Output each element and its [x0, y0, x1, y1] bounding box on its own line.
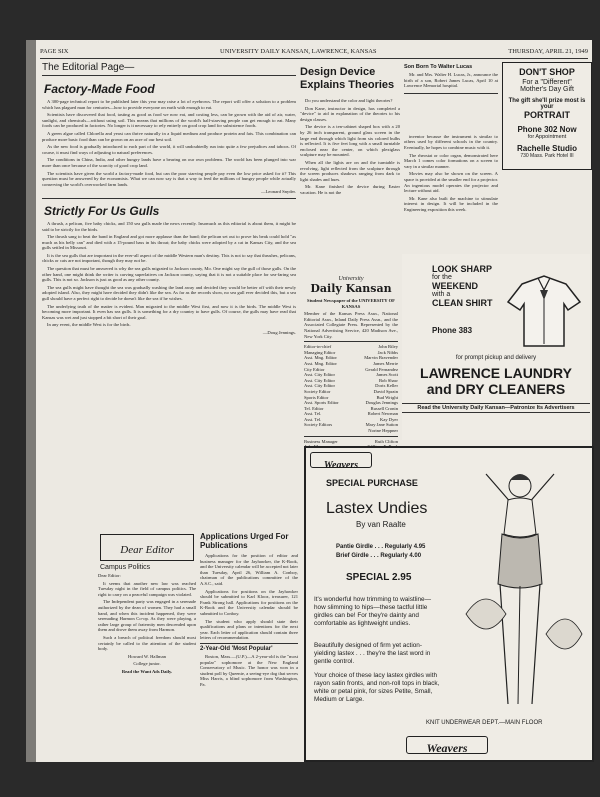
yearold-body: Boston, Mass.—(U.P.)—A 2-year-old is the "most popular" sophomore at the New England Conservatory of Music. The honor was won in a student poll by Queenie, a seeing-eye dog that serves Miss Harris, a blind sophomore from Washington, Pa. [200, 653, 298, 687]
gulls-paragraph: The sea gulls might have thought the sea was gradually washing the land away and decided they would be better off with their newly adopted island. Also, they might have decided they didn't like the sea. As far as the records show, no sea gull ever decided this, but a sea gull should have a perfect right to decide he doesn't like the sea if he wishes. [42, 284, 296, 302]
weavers-product: Lastex Undies [326, 500, 428, 517]
staff-name: Norine Heppner [368, 428, 398, 434]
weavers-ad [304, 446, 594, 762]
applications-headline: Applications Urged For Publications [200, 532, 289, 550]
laundry-line3: WEEKEND [432, 281, 479, 291]
gulls-paragraph: The thrush sang to beat the band in England and got more applause than the band; the pelican set out to prove his beak could hold "as much as his belly can" and died with a 15-pound bass in his throat; the baby chicks were adopted by a cat in Kansas City, and the sea gulls settled in Missouri. [42, 234, 296, 251]
dear-editor-paragraph: It seems that another new law was reached Tuesday night in the field of campus politics. The right to carry on a peaceful campaign was violated. [98, 580, 196, 597]
staff-list [304, 344, 398, 434]
laundry-line6: Phone 383 [432, 326, 473, 335]
staff-name: Mary Jane Sutton [365, 422, 398, 428]
studio-ad-line2: For a "Different" [522, 79, 572, 86]
laundry-footer: Read the University Daily Kansan—Patronize Its Advertisers [402, 403, 590, 413]
kansan-member: Member of the Kansas Press Assn., National Editorial Assn., Inland Daily Press Assn., and the Associated Collegiate Press. Represented by the National Advertising Service, 420 Madison Ave., New York City. [304, 311, 398, 339]
gulls-paragraph: The underlying truth of the matter is evident. Man migrated to the middle West first, and now it is the birds. The middle West is becoming more important. It even has sea gulls. It is something for a dry country to have gulls. Of course, the gulls may have read that Kansas was wet and just stopped a bit short of their goal. [42, 303, 296, 320]
model-illustration [456, 464, 586, 714]
design-device-headline [300, 66, 400, 92]
staff-name: James Scott [376, 372, 398, 378]
studio-ad-line3: Mother's Day Gift [520, 86, 574, 93]
studio-ad [502, 62, 592, 170]
gulls-paragraph: It is the sea gulls that are important in the ever-all aspect of the middle Western man's destiny. This is not to say that thrushes, pelicans, chicks or cats are not important, though they may not be. [42, 252, 296, 264]
studio-ad-line6: Phone 302 Now [517, 125, 577, 134]
design-paragraph: When all the lights are on and the turntable is revolving, light reflected from the sculpture through the screen produces shadows ranging from dark to light shades and hues. [300, 159, 400, 182]
factory-paragraph: The scientists have given the world a factory-made food, but can the poor starving people pay even the low price asked for it? This question must be answered by the economists. What we can now say is that a way to feed the millions of hungry people while actually conserving the world's overworked farm lands. [42, 170, 296, 187]
factory-paragraph: A green algae called Chlorella and yeast can thrive naturally in a liquid medium and produce protein and fats. This combination can produce more basic food than can be grown on an acre of our best soil. [42, 130, 296, 142]
weavers-body3: Your choice of these lacy lastex girdles with rayon satin fronts, and non-roll tops in black, white or petal pink, for sizes Petite, Small, Medium or Large. [314, 672, 440, 703]
staff-name: Kay Dyer [380, 416, 398, 422]
staff-role: Asst. City Editor [304, 372, 336, 378]
laundry-line7: for prompt pickup and delivery [455, 355, 537, 361]
birth-and-continuation-column [404, 62, 498, 274]
laundry-line4: with a [432, 291, 451, 298]
weavers-price1: Pantie Girdle . . . Regularly 4.95 [336, 544, 426, 550]
applications-paragraph: The student who apply should state their qualifications and plans or intentions for the next year. Each letter of application should contain three letters of recommendation. [200, 618, 298, 641]
staff-role: Asst. Tel. [304, 416, 322, 422]
factory-food-body [42, 99, 296, 187]
laundry-line9: and DRY CLEANERS [426, 381, 566, 397]
staff-row [304, 428, 398, 434]
dear-editor-title: Dear Editor [120, 544, 174, 556]
staff-name: Marvin Bravender [364, 355, 398, 361]
weavers-logo-top: Weavers [323, 460, 359, 471]
weavers-maker: By van Raalte [356, 520, 406, 529]
gulls-paragraph: The question that must be answered is why the sea gulls migrated to Jackson county, Mo. One might say the gull of those gulls. On the other hand, one might think the writer is carving superlatives on Jackson county, saying that it is not a suitable place for sea-faring sea gulls. This is not so. Jackson is just as good as any other county. [42, 266, 296, 283]
staff-role: City Editor [304, 366, 325, 372]
staff-name: David Sprain [373, 388, 398, 394]
studio-ad-line9: 730 Mass. Park Hotel III [520, 153, 574, 159]
factory-byline: —Leonard Snyder. [261, 189, 296, 195]
design-headline-line1: Design Device [300, 66, 376, 78]
studio-ad-line7: for Appointment [527, 134, 567, 140]
dear-editor-salutation: Dear Editor: [98, 573, 121, 578]
design-paragraph: The device is a ten-cabinet shaped box with a 20 by 26 inch transparent, ground glass screen in the large end through which light from six colored bulbs is reflected. It is five feet long with a small turntable enclosed near the center, on which plexiglass sculpture may be mounted. [300, 124, 400, 158]
staff-name: John Riley [378, 344, 398, 350]
staff-name: Jack Nibbs [377, 349, 398, 355]
design-continued-paragraph: Mr. Kane also built the machine to stimulate interest in design. It will be included in the Engineering exposition this week. [404, 195, 498, 212]
factory-food-headline: Factory-Made Food [44, 82, 155, 96]
staff-role: Asst. Sports Editor [304, 400, 339, 406]
yearold-headline: 2-Year-Old 'Most Popular' [200, 645, 273, 652]
staff-role: Asst. City Editor [304, 377, 336, 383]
gulls-paragraph: In any event, the middle West is for the birds. [47, 322, 131, 328]
applications-body [200, 553, 298, 641]
staff-role: Business Manager [304, 438, 338, 444]
design-continued-paragraph: inventor because the instrument is similar to others used by different schools in the country. Eventually, he hopes to combine music with it. [404, 133, 498, 150]
staff-name: Bob Shaw [378, 377, 398, 383]
staff-role: Sports Editor [304, 394, 329, 400]
staff-name: Russell Cronin [370, 405, 398, 411]
design-headline-line2: Explains Theories [300, 79, 395, 91]
birth-headline: Son Born To Walter Lucas [404, 64, 473, 70]
laundry-line5: CLEAN SHIRT [432, 298, 493, 308]
applications-paragraph: Applications for the position of editor and business manager for the Jayhawker, the K-Book, and the University calendar will be accepted not later than Tuesday, April 26, William A. Conboy, chairman of the publications committee of the A.S.C., said. [200, 553, 298, 586]
weavers-body2: Beautifully designed of firm yet action-yielding lastex . . . they're the last word in gentle control. [314, 642, 431, 665]
want-ads-footer: Read the Want Ads Daily. [121, 668, 173, 674]
staff-name: Bud Wright [376, 394, 398, 400]
shirt-illustration [502, 266, 586, 350]
gulls-byline: —Doug Jennings. [262, 330, 296, 335]
staff-name: Douglas Jennings [365, 400, 398, 406]
laundry-line2: for the [432, 274, 452, 281]
binding-edge [26, 40, 36, 762]
weavers-price2: Brief Girdle . . . Regularly 4.00 [336, 553, 422, 559]
design-paragraph: Do you understand the color and light theories? [305, 98, 393, 103]
kansan-desc: Student Newspaper of the UNIVERSITY OF KANSAS [307, 298, 395, 309]
design-paragraph: Mr. Kane finished the device during Easter vacation. He is not the [300, 184, 400, 195]
design-paragraph: Don Kane, instructor in design, has completed a "device" to aid in explanation of the theories to his design classes. [300, 105, 400, 122]
applications-column [200, 532, 298, 760]
studio-ad-line1: DON'T SHOP [519, 67, 575, 77]
design-device-column [300, 62, 400, 274]
staff-name: Robert Newman [367, 411, 398, 417]
dear-editor-headline: Campus Politics [100, 564, 151, 571]
dear-editor-body [98, 581, 196, 652]
page-number: PAGE SIX [40, 48, 69, 55]
studio-ad-line8: Rachelle Studio [516, 144, 577, 153]
weavers-special: SPECIAL PURCHASE [326, 478, 418, 488]
kansan-small: University [338, 276, 364, 282]
kansan-masthead [304, 276, 398, 444]
section-header: The Editorial Page— [42, 62, 296, 76]
weavers-dept: KNIT UNDERWEAR DEPT.—MAIN FLOOR [426, 720, 543, 726]
laundry-line1: LOOK SHARP [432, 264, 493, 274]
dear-editor-signature: Howard W. Hallman [128, 653, 166, 659]
laundry-line8: LAWRENCE LAUNDRY [420, 365, 572, 381]
design-device-continued [404, 134, 498, 213]
laundry-ad [402, 254, 590, 440]
editorial-column [42, 62, 296, 532]
masthead [40, 46, 588, 59]
weavers-logo-bottom: Weavers [426, 741, 468, 755]
dear-editor-paragraph: The Independent party was engaged in a serenade authorized by the dean of women. They had a small band, and when this incident happened, they were serenading Harmon Co-op. As they were playing, a rather large group of fraternity men descended upon them and drove them away from Harmon. [98, 599, 196, 633]
dear-editor-signature-2: College junior. [133, 661, 161, 667]
paper-name: UNIVERSITY DAILY KANSAN, LAWRENCE, KANSAS [220, 48, 377, 55]
staff-role: Asst. Tel. [304, 411, 322, 417]
factory-paragraph: The conditions in China, India, and other hungry lands have a bearing on our own problems. The world has been plunged into war more than once because of the scarcity of good crop land. [42, 157, 296, 168]
factory-paragraph: As the new food is gradually introduced to each part of the world, it will undoubtedly run into quite a few prejudices and taboos. Of course, it must find ways of adjusting to natural preferences. [42, 144, 296, 155]
staff-role: Asst. City Editor [304, 383, 336, 389]
staff-name: James Merrie [373, 360, 398, 366]
staff-name: Gerald Fernandez [365, 366, 398, 372]
weavers-body1: It's wonderful how trimming to waistline—how slimming to hips—these tactful little girdles can be! For they're dainty and comfortable as lightweight undies. [314, 596, 432, 627]
design-continued-paragraph: The rheostat or color organ, demonstrated here March 1 comes color formations on a screen to vary in a similar manner. [404, 152, 498, 169]
studio-ad-line4: The gift she'll prize most is your [508, 98, 586, 110]
factory-paragraph: Scientists have discovered that food, tasting as good as food we now eat, and costing less, can be grown with the aid of air, water, sunlight, and chemicals—without using soil. This means that millions of the world's half-starving people can get enough to eat. Many foods can be produced in factories. No longer is it necessary to rely entirely on good crop land for subsistence foods. [42, 112, 296, 129]
newspaper-page [36, 40, 592, 762]
staff-role: Editor-in-chief [304, 344, 332, 350]
factory-paragraph: A 300-page technical report to be published later this year may raise a lot of eyebrows. The report will offer a solution to a problem which has plagued man for centuries—how to provide everyone on earth with enough to eat. [42, 99, 296, 110]
staff-name: Doris Keller [375, 383, 398, 389]
birth-body: Mr. and Mrs. Walter H. Lucas, Jr., announce the birth of a son, Robert James Lucas, April 10 at Lawrence Memorial hospital. [404, 72, 498, 89]
staff-role: Managing Editor [304, 349, 336, 355]
gulls-body [42, 221, 296, 328]
staff-role: Society Editor [304, 388, 331, 394]
staff-role: Asst. Mng. Editor [304, 360, 337, 366]
weavers-sale: SPECIAL 2.95 [346, 572, 412, 583]
staff-name: Ruth Clifton [374, 438, 398, 444]
studio-ad-line5: PORTRAIT [524, 110, 570, 120]
gulls-headline: Strictly For Us Gulls [44, 203, 160, 218]
issue-date: THURSDAY, APRIL 21, 1949 [508, 48, 588, 55]
staff-role: Society Editors [304, 422, 333, 428]
dear-editor-paragraph: Such a breach of political freedom should most certainly be called to the attention of the student body. [98, 634, 196, 652]
applications-paragraph: Applications for positions on the Jayhawker should be submitted to Karl Klooz, treasurer, 121 Frank Strong hall. Applications for positions on the K-Book and the University calendar should be submitted to Conboy. [200, 588, 298, 616]
staff-role: Tel. Editor [304, 405, 324, 411]
kansan-name: Daily Kansan [310, 282, 392, 295]
staff-role: Asst. Mng. Editor [304, 355, 337, 361]
gulls-paragraph: A thrush, a pelican, five baby chicks, and 150 sea gulls made the news recently. Insomuch as this editorial is about them, it might be said to be strictly for the birds. [42, 220, 296, 232]
design-continued-paragraph: Movies may also be shown on the screen. A space is provided at the smaller end for a projector. An ingenious model operates the projector and lecture without aid. [404, 171, 498, 194]
dear-editor-column [98, 530, 196, 760]
design-device-body [300, 98, 400, 196]
